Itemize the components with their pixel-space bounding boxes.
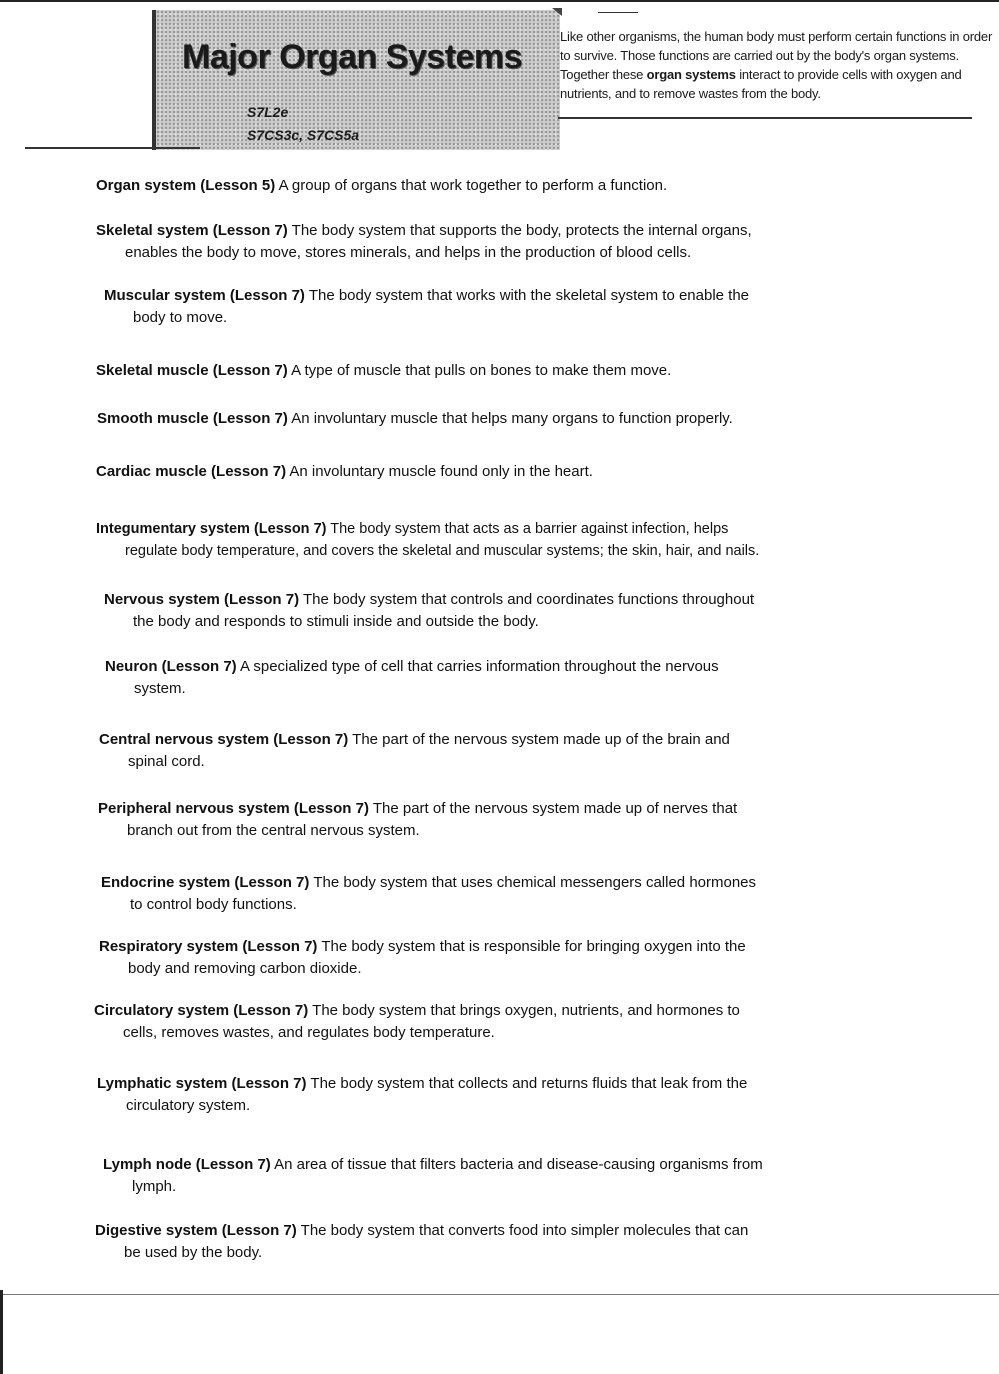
entry-lymphatic-system	[97, 1073, 747, 1117]
entry-line	[97, 408, 733, 430]
entry-term: Circulatory system (Lesson 7)	[94, 1002, 309, 1019]
intro-bottom-rule	[558, 117, 972, 119]
entry-term: Central nervous system (Lesson 7)	[99, 731, 349, 748]
entry-cardiac-muscle	[96, 461, 593, 483]
entry-term: Lymphatic system (Lesson 7)	[97, 1075, 307, 1092]
entry-term: Digestive system (Lesson 7)	[95, 1222, 297, 1239]
entry-definition: The part of the nervous system made up of the brain and	[352, 731, 730, 748]
intro-text-start: Like other organisms, the human body must perform certain functions in order to survive. Those functions are carried out by the body's organ systems. Together these	[560, 29, 993, 82]
entry-line	[104, 285, 749, 307]
entry-term: Respiratory system (Lesson 7)	[99, 938, 318, 955]
entry-term: Smooth muscle (Lesson 7)	[97, 410, 288, 427]
entry-line	[96, 175, 667, 197]
entry-peripheral-nervous-system	[98, 798, 737, 842]
entry-term: Integumentary system (Lesson 7)	[96, 521, 327, 537]
entry-line	[96, 220, 752, 242]
entry-definition: A specialized type of cell that carries information throughout the nervous	[240, 658, 719, 675]
entry-line	[96, 461, 593, 483]
entry-definition: The part of the nervous system made up of nerves that	[372, 800, 738, 817]
entry-definition: An involuntary muscle found only in the heart.	[289, 463, 593, 480]
entry-definition: A type of muscle that pulls on bones to make them move.	[291, 362, 672, 379]
entry-definition: The body system that converts food into simpler molecules that can	[300, 1222, 749, 1239]
entry-definition-cont: branch out from the central nervous system.	[127, 822, 420, 839]
entry-endocrine-system	[101, 872, 756, 916]
entry-smooth-muscle	[97, 408, 733, 430]
entry-definition-cont: body and removing carbon dioxide.	[128, 960, 362, 977]
entry-definition-cont: spinal cord.	[128, 753, 205, 770]
entry-definition: The body system that uses chemical messengers called hormones	[313, 874, 757, 891]
entry-neuron	[105, 656, 719, 700]
entry-definition-cont: cells, removes wastes, and regulates body temperature.	[123, 1024, 495, 1041]
entry-line	[98, 798, 737, 820]
entry-definition-cont: regulate body temperature, and covers the skeletal and muscular systems; the skin, hair, and nails.	[125, 543, 760, 559]
entry-term: Lymph node (Lesson 7)	[103, 1156, 271, 1173]
entry-definition-cont: lymph.	[132, 1178, 177, 1195]
entry-respiratory-system	[99, 936, 746, 980]
entry-definition: The body system that collects and returns fluids that leak from the	[310, 1075, 748, 1092]
entry-line	[95, 1220, 748, 1242]
entry-skeletal-muscle	[96, 360, 671, 382]
header-baseline-rule	[25, 147, 200, 149]
entry-term: Endocrine system (Lesson 7)	[101, 874, 310, 891]
entry-term: Skeletal muscle (Lesson 7)	[96, 362, 288, 379]
entry-definition-cont: to control body functions.	[130, 896, 297, 913]
entry-integumentary-system	[96, 518, 759, 562]
entry-nervous-system	[104, 589, 754, 633]
entry-skeletal-system	[96, 220, 752, 264]
entry-term: Cardiac muscle (Lesson 7)	[96, 463, 287, 480]
header-corner-tab	[552, 8, 562, 16]
intro-paragraph	[560, 27, 994, 103]
entry-organ-system	[96, 175, 667, 197]
entry-line	[99, 936, 746, 958]
entry-definition: An involuntary muscle that helps many organs to function properly.	[291, 410, 733, 427]
entry-line	[94, 1000, 740, 1022]
entry-line	[96, 360, 671, 382]
entry-central-nervous-system	[99, 729, 730, 773]
entry-line	[104, 589, 754, 611]
entry-term: Neuron (Lesson 7)	[105, 658, 237, 675]
entry-term: Nervous system (Lesson 7)	[104, 591, 300, 608]
entry-circulatory-system	[94, 1000, 740, 1044]
entry-definition: An area of tissue that filters bacteria and disease-causing organisms from	[274, 1156, 763, 1173]
entry-line	[99, 729, 730, 751]
entry-definition-cont: circulatory system.	[126, 1097, 251, 1114]
entry-definition: The body system that supports the body, protects the internal organs,	[291, 222, 752, 239]
entry-line	[105, 656, 719, 678]
entry-definition: The body system that works with the skeletal system to enable the	[308, 287, 750, 304]
intro-top-rule	[598, 12, 638, 13]
entry-line	[96, 518, 759, 540]
entry-line	[97, 1073, 747, 1095]
entry-definition: The body system that acts as a barrier against infection, helps	[330, 521, 729, 537]
top-rule	[0, 0, 999, 2]
entry-digestive-system	[95, 1220, 748, 1264]
entry-line	[103, 1154, 763, 1176]
standard-code-1: S7L2e	[247, 104, 289, 120]
page-title: Major Organ Systems	[182, 38, 523, 76]
entry-muscular-system	[104, 285, 749, 329]
entry-lymph-node	[103, 1154, 763, 1198]
entry-term: Muscular system (Lesson 7)	[104, 287, 305, 304]
entry-definition: A group of organs that work together to perform a function.	[278, 177, 668, 194]
standard-code-2: S7CS3c, S7CS5a	[247, 127, 360, 143]
page-bottom-rule	[0, 1294, 999, 1295]
entry-definition: The body system that controls and coordinates functions throughout	[302, 591, 755, 608]
entry-term: Skeletal system (Lesson 7)	[96, 222, 288, 239]
entry-definition-cont: be used by the body.	[124, 1244, 263, 1261]
entry-definition-cont: enables the body to move, stores minerals, and helps in the production of blood cells.	[125, 244, 692, 261]
entry-definition-cont: system.	[134, 680, 186, 697]
intro-text-end: interact to provide cells with oxygen and nutrients, and to remove wastes from the body.	[560, 67, 962, 101]
entry-definition: The body system that brings oxygen, nutrients, and hormones to	[312, 1002, 740, 1019]
intro-bold-term: organ systems	[646, 67, 736, 82]
entry-line	[101, 872, 756, 894]
entry-term: Peripheral nervous system (Lesson 7)	[98, 800, 369, 817]
scan-edge-mark	[0, 1290, 3, 1374]
entry-definition-cont: body to move.	[133, 309, 228, 326]
entry-definition: The body system that is responsible for bringing oxygen into the	[321, 938, 746, 955]
entry-definition-cont: the body and responds to stimuli inside and outside the body.	[133, 613, 539, 630]
entry-term: Organ system (Lesson 5)	[96, 177, 276, 194]
